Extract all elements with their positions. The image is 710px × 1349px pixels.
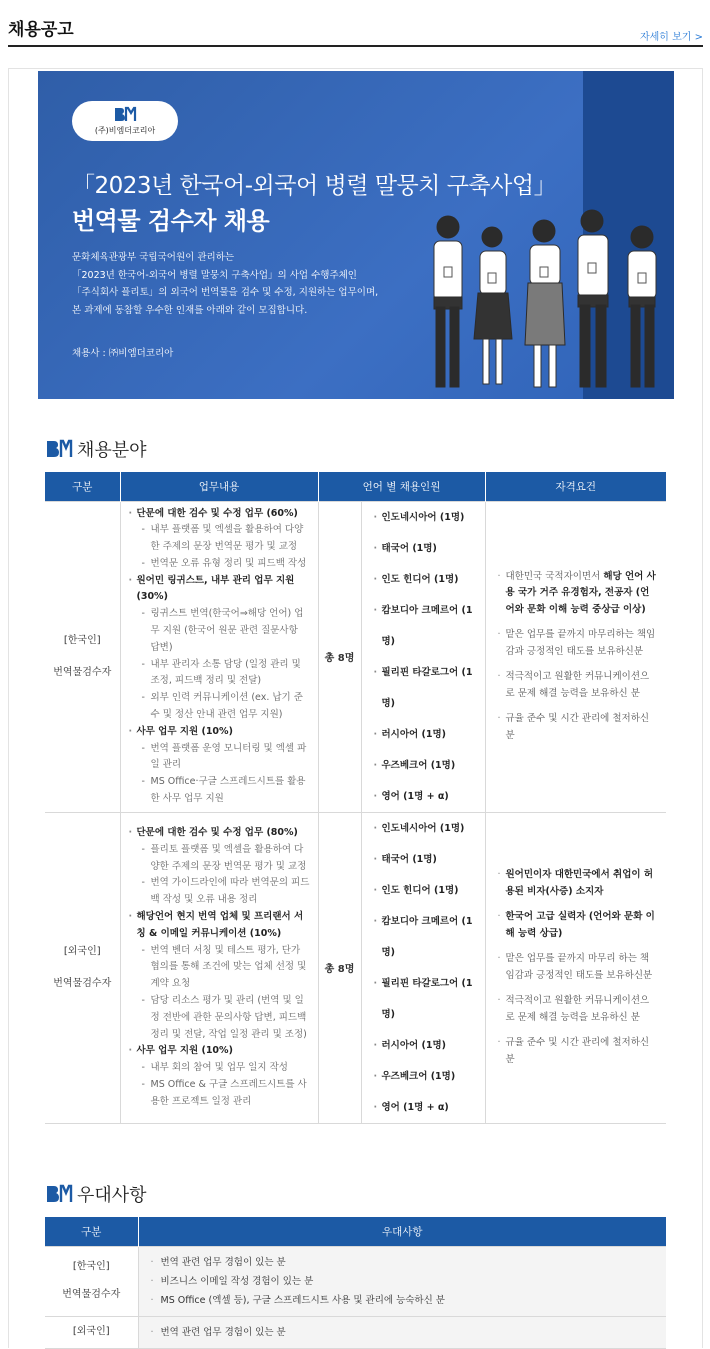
category-label: 번역물검수자 <box>53 666 112 678</box>
qualification-item <box>498 867 659 900</box>
banner-desc-line: 문화체육관광부 국립국어원이 관리하는 <box>72 252 235 263</box>
qualification-emphasis: 해당 언어 사용 국가 거주 유경험자, 전공자 (언어와 문화 이해 능력 중상급 이상) <box>505 570 656 615</box>
duty-sub-item: - 외부 인력 커뮤니케이션 (ex. 납기 준수 및 정산 안내 관련 업무 지원) <box>129 690 310 724</box>
banner-desc-line: 「2023년 한국어-외국어 병렬 말뭉치 구축사업」의 사업 수행주체인 <box>72 269 357 281</box>
qualification-text: 규율 준수 및 시간 관리에 철저하신 분 <box>505 713 650 741</box>
duty-sub-item: - MS Office & 구글 스프레드시트를 사용한 프로젝트 일정 관리 <box>129 1077 310 1111</box>
language-item: · 필리핀 타갈로그어 (1명) <box>374 968 475 1030</box>
qualification-item <box>498 711 659 744</box>
qualification-item <box>498 1035 659 1068</box>
duty-main-item: · 단문에 대한 검수 및 수정 업무 (80%) <box>129 825 310 842</box>
bm-logo-icon <box>114 105 136 123</box>
qualification-item <box>498 993 659 1026</box>
duty-main-item: · 사무 업무 지원 (10%) <box>129 724 310 741</box>
table-header-row <box>45 1217 666 1246</box>
preferences-cell <box>138 1246 666 1316</box>
category-cell <box>45 812 120 1123</box>
language-item: · 캄보디아 크메르어 (1명) <box>374 595 475 657</box>
language-item: · 러시아어 (1명) <box>374 1030 475 1061</box>
total-headcount: 총 8명 <box>318 812 361 1123</box>
col-header-duties: 업무내용 <box>120 472 318 501</box>
duty-sub-item: - 내부 관리자 소통 담당 (일정 관리 및 조정, 피드백 정리 및 전달) <box>129 657 310 691</box>
language-item: · 인도네시아어 (1명) <box>374 502 475 533</box>
total-headcount: 총 8명 <box>318 501 361 812</box>
banner-subtitle: 번역물 검수자 채용 <box>72 207 270 235</box>
language-item: · 필리핀 타갈로그어 (1명) <box>374 657 475 719</box>
category-label: [한국인] <box>63 634 101 646</box>
duty-sub-item: - 번역 가이드라인에 따라 번역문의 피드백 작성 및 오류 내용 정리 <box>129 875 310 909</box>
language-item: · 러시아어 (1명) <box>374 719 475 750</box>
table-row <box>45 812 666 1123</box>
language-item: · 인도 힌디어 (1명) <box>374 875 475 906</box>
qualifications-cell <box>485 501 666 812</box>
logo-text: (주)비엠더코리아 <box>94 126 156 135</box>
language-item: · 우즈베크어 (1명) <box>374 1061 475 1092</box>
duties-cell <box>120 501 318 812</box>
duty-sub-item: - MS Office·구글 스프레드시트를 활용한 사무 업무 지원 <box>129 774 310 808</box>
col-header-category: 구분 <box>45 472 120 501</box>
qualification-text: 맡은 업무를 끝까지 마무리 하는 책임감과 긍정적인 태도를 보유하신분 <box>505 953 653 981</box>
category-cell <box>45 1246 138 1316</box>
table-row <box>45 501 666 812</box>
qualification-emphasis: 한국어 고급 실력자 (언어와 문화 이해 능력 상급) <box>505 911 655 939</box>
language-item: · 인도 힌디어 (1명) <box>374 564 475 595</box>
duty-sub-item: - 내부 플랫폼 및 엑셀을 활용하여 다양한 주제의 문장 번역문 평가 및 교정 <box>129 522 310 556</box>
language-item: · 우즈베크어 (1명) <box>374 750 475 781</box>
recruitment-banner <box>38 71 674 399</box>
duty-sub-item: - 번역 벤더 서칭 및 테스트 평가, 단가 협의를 통해 조건에 맞는 업체 선정 및 계약 요청 <box>129 943 310 993</box>
duty-sub-item: - 링귀스트 번역(한국어⇒해당 언어) 업무 지원 (한국어 원문 관련 질문사항 답변) <box>129 606 310 656</box>
bm-logo-icon <box>46 440 72 458</box>
preference-item: · 번역 관련 업무 경험이 있는 분 <box>151 1253 655 1272</box>
duty-main-item: · 사무 업무 지원 (10%) <box>129 1043 310 1060</box>
qualification-text: 대한민국 국적자이면서 <box>505 570 604 582</box>
duty-sub-item: - 번역문 오류 유형 정리 및 피드백 작성 <box>129 556 310 573</box>
language-item: · 캄보디아 크메르어 (1명) <box>374 906 475 968</box>
qualification-item <box>498 909 659 942</box>
qualification-text: 맡은 업무를 끝까지 마무리하는 책임감과 긍정적인 태도를 보유하신분 <box>505 629 656 657</box>
duty-main-item: · 해당언어 현지 번역 업체 및 프리랜서 서칭 & 이메일 커뮤니케이션 (10%) <box>129 909 310 943</box>
table-header-row <box>45 472 666 501</box>
banner-desc-line: 본 과제에 동참할 우수한 인재를 아래와 같이 모집합니다. <box>72 304 308 316</box>
preference-item: · 비즈니스 이메일 작성 경험이 있는 분 <box>151 1272 655 1291</box>
qualification-item <box>498 627 659 660</box>
language-item: · 영어 (1명 + α) <box>374 781 475 812</box>
bm-logo-icon <box>46 1185 72 1203</box>
qualification-item <box>498 951 659 984</box>
qualification-emphasis: 원어민이자 대한민국에서 취업이 허용된 비자(사증) 소지자 <box>505 869 654 897</box>
recruit-section-title: 채용분야 <box>77 440 147 461</box>
category-label: 번역물검수자 <box>53 977 112 989</box>
qualification-text: 적극적이고 원활한 커뮤니케이션으로 문제 해결 능력을 보유하신 분 <box>505 671 650 699</box>
page-header <box>8 0 703 47</box>
language-item: · 태국어 (1명) <box>374 844 475 875</box>
col-header-qualifications: 자격요건 <box>485 472 666 501</box>
preference-item: · MS Office (엑셀 등), 구글 스프레드시트 사용 및 관리에 능숙하신 분 <box>151 1291 655 1310</box>
preference-section-title: 우대사항 <box>77 1185 147 1206</box>
qualification-item <box>498 569 659 619</box>
duty-sub-item: - 내부 회의 참여 및 업무 일지 작성 <box>129 1060 310 1077</box>
company-logo <box>72 101 178 141</box>
job-posting-content <box>8 68 703 1348</box>
language-item: · 인도네시아어 (1명) <box>374 813 475 844</box>
category-cell <box>45 1316 138 1348</box>
more-link[interactable]: 자세히 보기 > <box>639 32 703 43</box>
duties-cell <box>120 812 318 1123</box>
category-cell <box>45 501 120 812</box>
col-header-headcount: 언어 별 채용인원 <box>318 472 485 501</box>
qualifications-cell <box>485 812 666 1123</box>
page-title: 채용공고 <box>8 20 74 40</box>
qualification-text: 적극적이고 원활한 커뮤니케이션으로 문제 해결 능력을 보유하신 분 <box>505 995 650 1023</box>
duty-sub-item: - 플리토 플랫폼 및 엑셀을 활용하여 다양한 주제의 문장 번역문 평가 및 교정 <box>129 842 310 876</box>
category-label: [한국인] <box>72 1261 110 1272</box>
duty-sub-item: - 번역 플랫폼 운영 모니터링 및 엑셀 파일 관리 <box>129 741 310 775</box>
table-row <box>45 1246 666 1316</box>
recruit-table <box>45 472 666 1124</box>
language-item: · 영어 (1명 + α) <box>374 1092 475 1123</box>
people-illustration <box>420 209 670 399</box>
banner-company: 채용사 : ㈜비엠더코리아 <box>72 348 174 359</box>
preferences-cell <box>138 1316 666 1348</box>
language-item: · 태국어 (1명) <box>374 533 475 564</box>
qualification-text: 규율 준수 및 시간 관리에 철저하신 분 <box>505 1037 650 1065</box>
category-label: [외국인] <box>63 945 101 957</box>
duty-sub-item: - 담당 리소스 평가 및 관리 (번역 및 일정 전반에 관한 문의사항 답변, 피드백 정리 및 전달, 작업 일정 관리 및 조정) <box>129 993 310 1043</box>
duty-main-item: · 원어민 링귀스트, 내부 관리 업무 지원 (30%) <box>129 573 310 607</box>
table-row <box>45 1316 666 1348</box>
duty-main-item: · 단문에 대한 검수 및 수정 업무 (60%) <box>129 506 310 523</box>
languages-cell <box>361 812 485 1123</box>
preference-table <box>45 1217 666 1349</box>
qualification-item <box>498 669 659 702</box>
banner-desc-line: 「주식회사 플리토」의 외국어 번역물을 검수 및 수정, 지원하는 업무이며, <box>72 287 379 298</box>
category-label: 번역물검수자 <box>62 1289 121 1300</box>
col-header-preferences: 우대사항 <box>138 1217 666 1246</box>
languages-cell <box>361 501 485 812</box>
preference-item: · 번역 관련 업무 경험이 있는 분 <box>151 1323 655 1342</box>
category-label: [외국인] <box>72 1326 110 1337</box>
banner-description <box>72 249 402 319</box>
banner-title: 「2023년 한국어-외국어 병렬 말뭉치 구축사업」 <box>72 173 557 199</box>
col-header-category: 구분 <box>45 1217 138 1246</box>
